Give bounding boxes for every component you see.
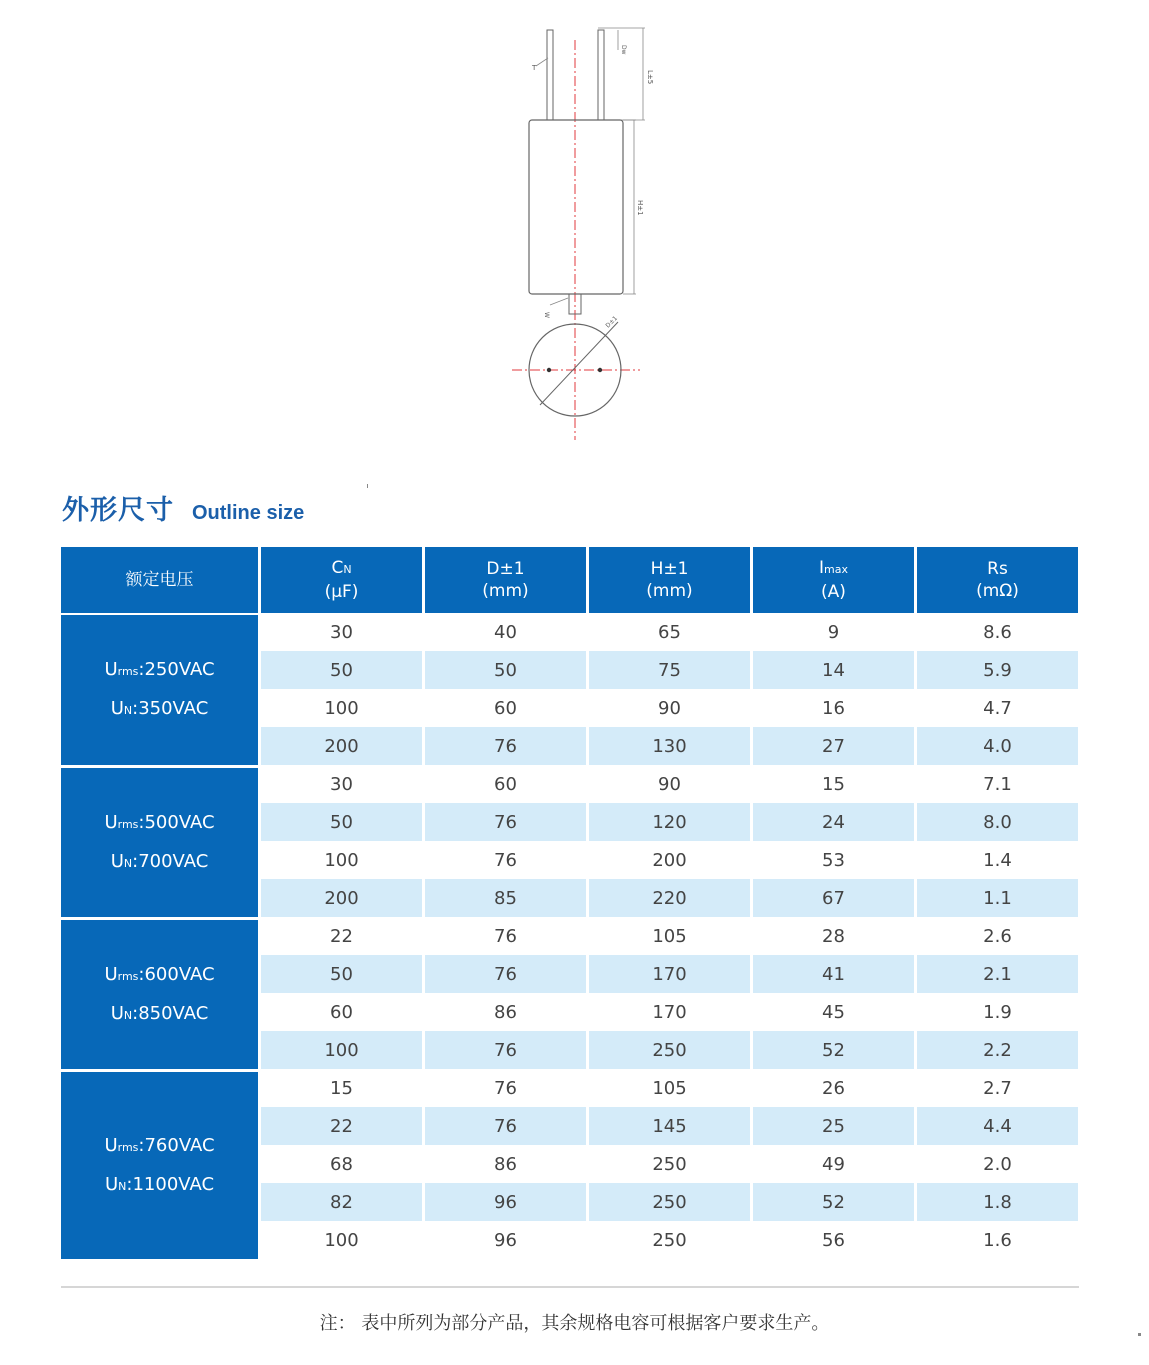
imax-cell: 41 (750, 955, 914, 993)
diameter-cell: 76 (422, 1069, 586, 1107)
urms-rating: Urms:600VAC (104, 963, 215, 985)
height-cell: 65 (586, 613, 750, 651)
diameter-cell: 76 (422, 841, 586, 879)
imax-cell: 27 (750, 727, 914, 765)
header-rated-voltage: 额定电压 (61, 547, 258, 613)
imax-cell: 24 (750, 803, 914, 841)
capacitance-cell: 30 (258, 613, 422, 651)
height-cell: 220 (586, 879, 750, 917)
urms-rating: Urms:250VAC (104, 659, 215, 680)
imax-cell: 16 (750, 689, 914, 727)
end-view-terminal-left (547, 368, 551, 372)
urms-rating: Urms:760VAC (104, 1134, 215, 1156)
header-diameter: D±1 (mm) (422, 547, 586, 613)
rs-cell: 5.9 (914, 651, 1078, 689)
rs-cell: 8.0 (914, 803, 1078, 841)
imax-cell: 26 (750, 1069, 914, 1107)
table-row (61, 765, 1078, 803)
section-title-cn: 外形尺寸 (62, 495, 174, 526)
rs-cell: 8.6 (914, 613, 1078, 651)
rs-cell: 1.4 (914, 841, 1078, 879)
diameter-cell: 96 (422, 1183, 586, 1221)
capacitance-cell: 60 (258, 993, 422, 1031)
capacitance-cell: 22 (258, 1107, 422, 1145)
rs-cell: 2.1 (914, 955, 1078, 993)
drawing-label-t: T (532, 64, 537, 72)
diameter-cell: 76 (422, 1107, 586, 1145)
voltage-group-cell (61, 917, 258, 1069)
un-rating: UN:350VAC (110, 698, 209, 719)
capacitance-cell: 50 (258, 651, 422, 689)
rs-cell: 7.1 (914, 765, 1078, 803)
table-header-row (61, 547, 1078, 613)
urms-rating: Urms:500VAC (104, 811, 215, 833)
diameter-cell: 76 (422, 803, 586, 841)
header-imax: Imax (A) (750, 547, 914, 613)
imax-cell: 52 (750, 1183, 914, 1221)
un-rating: UN:850VAC (110, 1002, 209, 1024)
end-view-terminal-right (598, 368, 602, 372)
height-cell: 250 (586, 1031, 750, 1069)
height-cell: 90 (586, 765, 750, 803)
rs-cell: 2.6 (914, 917, 1078, 955)
height-cell: 90 (586, 689, 750, 727)
footnote: 注： 表中所列为部分产品，其余规格电容可根据客户要求生产。 (319, 1313, 830, 1334)
imax-cell: 28 (750, 917, 914, 955)
footer-divider (61, 1286, 1079, 1288)
table-row (61, 917, 1078, 955)
voltage-group-cell (61, 1069, 258, 1259)
capacitance-cell: 50 (258, 955, 422, 993)
height-cell: 145 (586, 1107, 750, 1145)
header-rs: Rs (mΩ) (914, 547, 1078, 613)
drawing-label-w: W (543, 312, 550, 318)
imax-cell: 67 (750, 879, 914, 917)
imax-cell: 25 (750, 1107, 914, 1145)
voltage-group-cell (61, 613, 258, 765)
voltage-group-cell (61, 765, 258, 917)
header-capacitance: CN (μF) (258, 547, 422, 613)
terminal-left (547, 30, 553, 120)
height-cell: 200 (586, 841, 750, 879)
height-cell: 250 (586, 1145, 750, 1183)
diameter-cell: 60 (422, 765, 586, 803)
header-height: H±1 (mm) (586, 547, 750, 613)
imax-cell: 53 (750, 841, 914, 879)
capacitance-cell: 100 (258, 1221, 422, 1259)
diameter-cell: 40 (422, 613, 586, 651)
height-cell: 120 (586, 803, 750, 841)
rs-cell: 1.8 (914, 1183, 1078, 1221)
capacitance-cell: 30 (258, 765, 422, 803)
capacitance-cell: 22 (258, 917, 422, 955)
height-cell: 105 (586, 917, 750, 955)
diameter-cell: 76 (422, 1031, 586, 1069)
height-cell: 75 (586, 651, 750, 689)
capacitor-outline-drawing (0, 0, 1149, 450)
rs-cell: 4.4 (914, 1107, 1078, 1145)
rs-cell: 1.6 (914, 1221, 1078, 1259)
capacitance-cell: 100 (258, 1031, 422, 1069)
section-heading (62, 488, 304, 527)
rs-cell: 1.9 (914, 993, 1078, 1031)
diameter-cell: 50 (422, 651, 586, 689)
rs-cell: 2.0 (914, 1145, 1078, 1183)
height-cell: 250 (586, 1221, 750, 1259)
rs-cell: 1.1 (914, 879, 1078, 917)
decorative-dot (367, 484, 368, 488)
terminal-right (598, 30, 604, 120)
capacitance-cell: 68 (258, 1145, 422, 1183)
capacitance-cell: 200 (258, 727, 422, 765)
imax-cell: 52 (750, 1031, 914, 1069)
specification-table (61, 547, 1078, 1259)
drawing-label-h: H±1 (636, 200, 644, 216)
section-title-en: Outline size (192, 502, 305, 524)
drawing-label-d: D±1 (604, 314, 619, 330)
diameter-line (540, 322, 618, 405)
capacitance-cell: 50 (258, 803, 422, 841)
diameter-cell: 76 (422, 727, 586, 765)
drawing-label-dw: Dw (620, 45, 627, 55)
imax-cell: 9 (750, 613, 914, 651)
capacitance-cell: 15 (258, 1069, 422, 1107)
un-rating: UN:1100VAC (104, 1173, 215, 1195)
capacitance-cell: 200 (258, 879, 422, 917)
height-cell: 130 (586, 727, 750, 765)
capacitor-body (529, 120, 623, 294)
diameter-cell: 86 (422, 993, 586, 1031)
imax-cell: 56 (750, 1221, 914, 1259)
capacitance-cell: 100 (258, 689, 422, 727)
diameter-cell: 96 (422, 1221, 586, 1259)
diameter-cell: 85 (422, 879, 586, 917)
height-cell: 250 (586, 1183, 750, 1221)
height-cell: 105 (586, 1069, 750, 1107)
decorative-dot (1138, 1333, 1141, 1336)
capacitance-cell: 100 (258, 841, 422, 879)
imax-cell: 49 (750, 1145, 914, 1183)
diameter-cell: 60 (422, 689, 586, 727)
capacitance-cell: 82 (258, 1183, 422, 1221)
table-row (61, 1069, 1078, 1107)
un-rating: UN:700VAC (110, 850, 209, 872)
rs-cell: 4.0 (914, 727, 1078, 765)
height-cell: 170 (586, 993, 750, 1031)
drawing-label-l: L±5 (646, 70, 654, 85)
imax-cell: 45 (750, 993, 914, 1031)
imax-cell: 14 (750, 651, 914, 689)
imax-cell: 15 (750, 765, 914, 803)
diameter-cell: 76 (422, 917, 586, 955)
diameter-cell: 86 (422, 1145, 586, 1183)
diameter-cell: 76 (422, 955, 586, 993)
height-cell: 170 (586, 955, 750, 993)
rs-cell: 2.2 (914, 1031, 1078, 1069)
rs-cell: 4.7 (914, 689, 1078, 727)
table-row (61, 613, 1078, 651)
rs-cell: 2.7 (914, 1069, 1078, 1107)
